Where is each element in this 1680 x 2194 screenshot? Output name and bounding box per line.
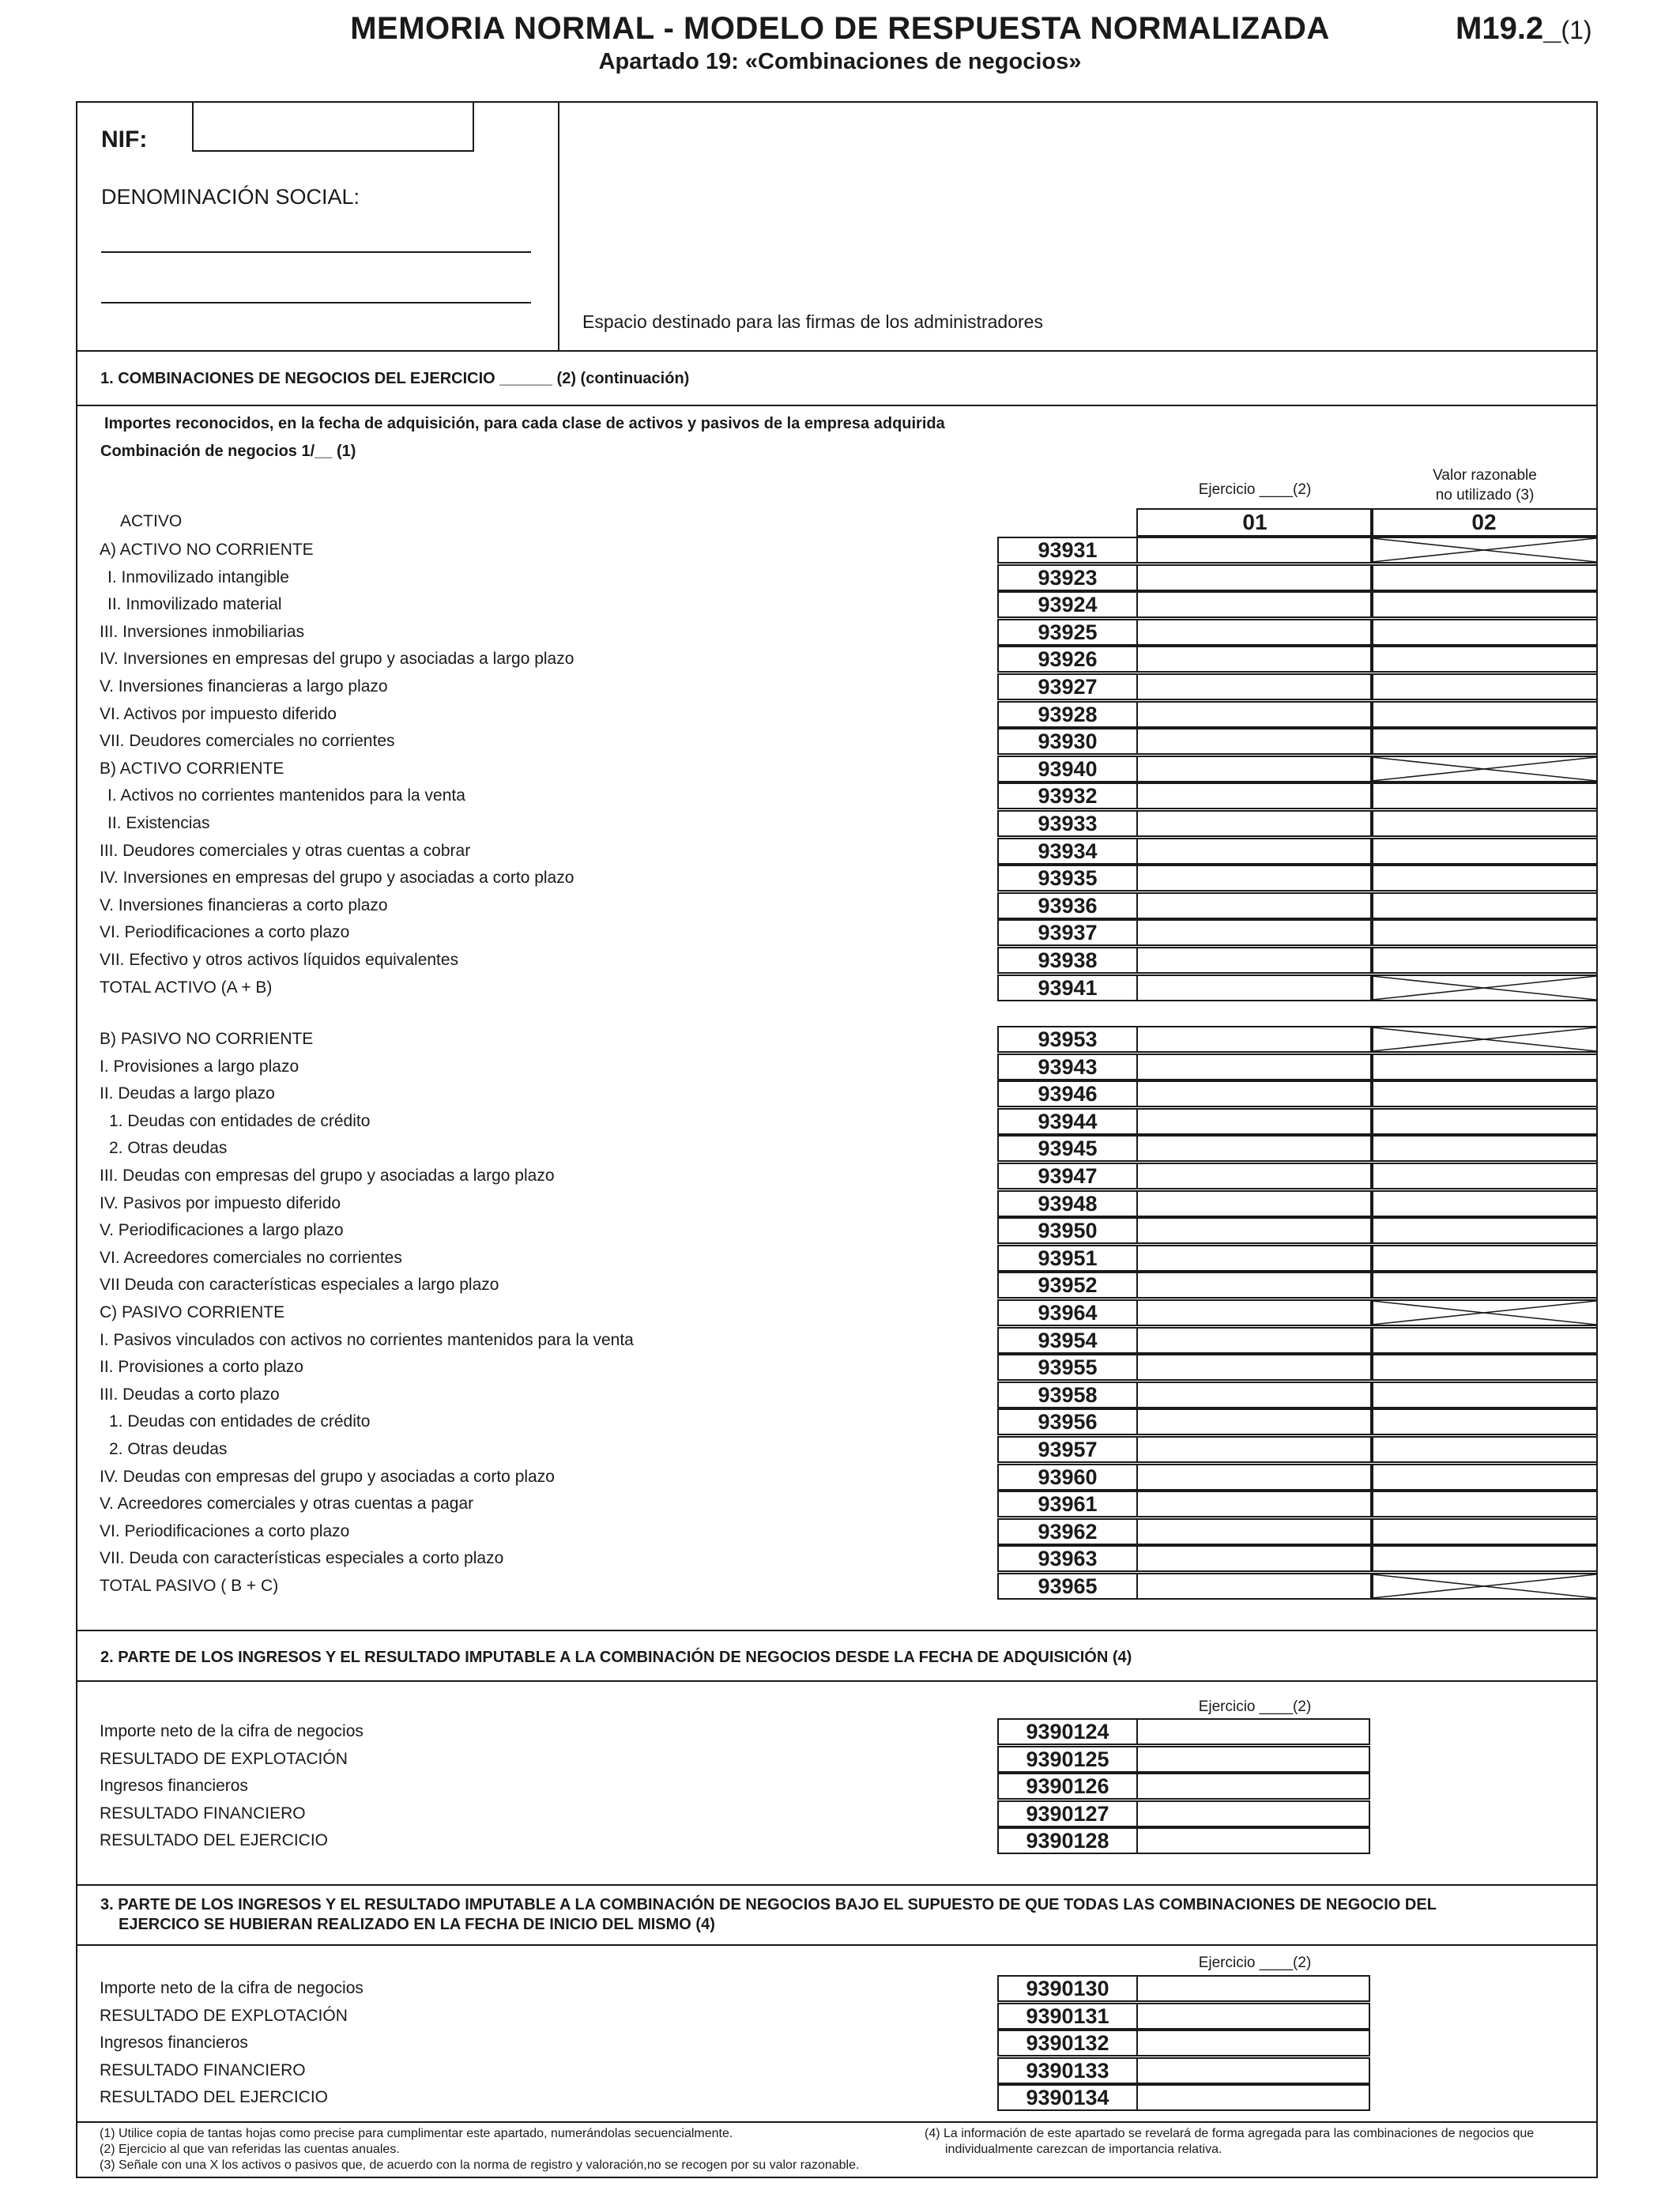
col2-number: 02 [1370, 508, 1598, 537]
pasivo-row-crossed-cell [1370, 1573, 1598, 1600]
activo-row-code: 93924 [997, 591, 1138, 618]
activo-row-label: V. Inversiones financieras a corto plazo [100, 895, 388, 914]
activo-row-valor-razonable-input[interactable] [1370, 947, 1598, 974]
section2-title: 2. PARTE DE LOS INGRESOS Y EL RESULTADO IMPUTABLE A LA COMBINACIÓN DE NEGOCIOS DESDE LA FECHA DE ADQUISICIÓN (4) [100, 1649, 1132, 1666]
pasivo-row-ejercicio-input[interactable] [1136, 1491, 1373, 1517]
pasivo-row-valor-razonable-input[interactable] [1370, 1354, 1598, 1381]
section3-row-ejercicio-input[interactable] [1136, 2057, 1370, 2084]
activo-row-label: VI. Periodificaciones a corto plazo [100, 923, 350, 942]
section2-row-ejercicio-input[interactable] [1136, 1718, 1370, 1745]
section2-row-label: Importe neto de la cifra de negocios [100, 1722, 363, 1740]
pasivo-row-code: 93962 [997, 1518, 1138, 1545]
form-code-note: (1) [1561, 16, 1592, 44]
activo-row-valor-razonable-input[interactable] [1370, 673, 1598, 700]
pasivo-row-label: B) PASIVO NO CORRIENTE [100, 1030, 314, 1048]
section3-title-line2: EJERCICO SE HUBIERAN REALIZADO EN LA FECHA DE INICIO DEL MISMO (4) [119, 1916, 715, 1933]
divider [76, 1884, 1598, 1886]
col2-header-2: no utilizado (3) [1435, 487, 1535, 503]
nif-label: NIF: [101, 126, 148, 153]
activo-row-label: I. Activos no corrientes mantenidos para la venta [107, 786, 465, 805]
section1-title: 1. COMBINACIONES DE NEGOCIOS DEL EJERCICIO ______ (2) (continuación) [100, 370, 690, 387]
pasivo-row-ejercicio-input[interactable] [1136, 1573, 1373, 1600]
section3-row-ejercicio-input[interactable] [1136, 2003, 1370, 2030]
activo-row-label: III. Inversiones inmobiliarias [100, 622, 305, 641]
activo-row-crossed-cell [1370, 756, 1598, 782]
activo-row-label: VII. Deudores comerciales no corrientes [100, 732, 395, 751]
pasivo-row-code: 93944 [997, 1108, 1138, 1135]
pasivo-row-label: II. Provisiones a corto plazo [100, 1358, 303, 1377]
denominacion-line-1[interactable] [101, 251, 531, 253]
pasivo-row-ejercicio-input[interactable] [1136, 1054, 1373, 1080]
activo-row-ejercicio-input[interactable] [1136, 701, 1373, 728]
pasivo-row-ejercicio-input[interactable] [1136, 1408, 1373, 1435]
pasivo-row-ejercicio-input[interactable] [1136, 1163, 1373, 1189]
identity-divider [558, 101, 559, 351]
pasivo-row-label: VI. Periodificaciones a corto plazo [100, 1521, 350, 1540]
activo-row-ejercicio-input[interactable] [1136, 974, 1373, 1001]
divider [76, 1630, 1598, 1631]
divider [76, 405, 1598, 406]
form-title: MEMORIA NORMAL - MODELO DE RESPUESTA NORMALIZADA [350, 11, 1330, 46]
pasivo-row-ejercicio-input[interactable] [1136, 1217, 1373, 1244]
pasivo-row-label: 2. Otras deudas [109, 1440, 228, 1458]
footnote-2: (2) Ejercicio al que van referidas las cuentas anuales. [100, 2143, 400, 2156]
pasivo-row-code: 93954 [997, 1327, 1138, 1354]
activo-row-code: 93941 [997, 974, 1138, 1001]
activo-row-code: 93923 [997, 564, 1138, 591]
pasivo-row-code: 93963 [997, 1545, 1138, 1572]
cross-mark-icon [1372, 757, 1596, 781]
pasivo-row-label: II. Deudas a largo plazo [100, 1084, 275, 1103]
activo-row-valor-razonable-input[interactable] [1370, 838, 1598, 865]
pasivo-row-label: V. Acreedores comerciales y otras cuentas a pagar [100, 1495, 474, 1514]
section2-row-code: 9390125 [997, 1746, 1138, 1773]
activo-row-valor-razonable-input[interactable] [1370, 646, 1598, 673]
pasivo-row-label: C) PASIVO CORRIENTE [100, 1303, 285, 1321]
pasivo-row-ejercicio-input[interactable] [1136, 1026, 1373, 1053]
activo-row-ejercicio-input[interactable] [1136, 865, 1373, 892]
section2-row-ejercicio-input[interactable] [1136, 1773, 1370, 1800]
cross-mark-icon [1372, 538, 1596, 562]
section2-col-header: Ejercicio ____(2) [1198, 1698, 1312, 1715]
pasivo-row-code: 93947 [997, 1163, 1138, 1189]
activo-row-code: 93934 [997, 838, 1138, 865]
section2-row-code: 9390124 [997, 1718, 1138, 1745]
pasivo-row-label: IV. Pasivos por impuesto diferido [100, 1193, 341, 1212]
pasivo-row-valor-razonable-input[interactable] [1370, 1382, 1598, 1408]
pasivo-row-crossed-cell [1370, 1026, 1598, 1053]
form-code [1456, 11, 1592, 47]
pasivo-row-label: VII Deuda con características especiales a largo plazo [100, 1276, 499, 1295]
pasivo-row-valor-razonable-input[interactable] [1370, 1245, 1598, 1272]
form-subtitle: Apartado 19: «Combinaciones de negocios» [598, 49, 1082, 74]
activo-row-ejercicio-input[interactable] [1136, 564, 1373, 591]
pasivo-row-valor-razonable-input[interactable] [1370, 1108, 1598, 1135]
section2-row-label: RESULTADO FINANCIERO [100, 1804, 306, 1823]
activo-row-code: 93938 [997, 947, 1138, 974]
pasivo-row-code: 93956 [997, 1408, 1138, 1435]
activo-row-valor-razonable-input[interactable] [1370, 701, 1598, 728]
section2-row-ejercicio-input[interactable] [1136, 1827, 1370, 1854]
activo-row-code: 93933 [997, 810, 1138, 837]
pasivo-row-code: 93943 [997, 1054, 1138, 1080]
activo-row-ejercicio-input[interactable] [1136, 619, 1373, 646]
pasivo-row-code: 93945 [997, 1135, 1138, 1162]
pasivo-row-valor-razonable-input[interactable] [1370, 1408, 1598, 1435]
pasivo-row-code: 93948 [997, 1190, 1138, 1217]
form-code-value: M19.2_ [1456, 11, 1561, 46]
activo-row-valor-razonable-input[interactable] [1370, 591, 1598, 618]
col1-number: 01 [1136, 508, 1373, 537]
activo-row-code: 93930 [997, 728, 1138, 755]
section3-row-label: RESULTADO DEL EJERCICIO [100, 2088, 328, 2107]
firmas-label: Espacio destinado para las firmas de los administradores [582, 311, 1043, 332]
activo-row-ejercicio-input[interactable] [1136, 756, 1373, 782]
pasivo-row-ejercicio-input[interactable] [1136, 1245, 1373, 1272]
pasivo-row-ejercicio-input[interactable] [1136, 1080, 1373, 1107]
cross-mark-icon [1372, 1027, 1596, 1051]
pasivo-row-ejercicio-input[interactable] [1136, 1327, 1373, 1354]
denominacion-line-2[interactable] [101, 302, 531, 303]
section2-row-label: RESULTADO DE EXPLOTACIÓN [100, 1749, 348, 1768]
section2-row-code: 9390127 [997, 1800, 1138, 1827]
pasivo-row-valor-razonable-input[interactable] [1370, 1272, 1598, 1299]
pasivo-row-valor-razonable-input[interactable] [1370, 1054, 1598, 1080]
pasivo-row-valor-razonable-input[interactable] [1370, 1217, 1598, 1244]
section3-row-code: 9390132 [997, 2030, 1138, 2056]
section3-row-code: 9390134 [997, 2084, 1138, 2111]
pasivo-row-ejercicio-input[interactable] [1136, 1464, 1373, 1491]
section3-row-code: 9390133 [997, 2057, 1138, 2084]
col1-header: Ejercicio ____(2) [1198, 481, 1312, 498]
pasivo-row-ejercicio-input[interactable] [1136, 1545, 1373, 1572]
pasivo-row-label: V. Periodificaciones a largo plazo [100, 1221, 344, 1240]
pasivo-row-ejercicio-input[interactable] [1136, 1382, 1373, 1408]
activo-row-code: 93940 [997, 756, 1138, 782]
section2-row-ejercicio-input[interactable] [1136, 1746, 1370, 1773]
activo-row-ejercicio-input[interactable] [1136, 782, 1373, 809]
pasivo-row-label: 1. Deudas con entidades de crédito [109, 1111, 371, 1130]
activo-row-label: V. Inversiones financieras a largo plazo [100, 677, 388, 696]
activo-row-valor-razonable-input[interactable] [1370, 919, 1598, 946]
pasivo-row-code: 93965 [997, 1573, 1138, 1600]
cross-mark-icon [1372, 976, 1596, 1000]
pasivo-row-ejercicio-input[interactable] [1136, 1436, 1373, 1463]
pasivo-row-ejercicio-input[interactable] [1136, 1299, 1373, 1326]
pasivo-row-label: III. Deudas a corto plazo [100, 1385, 280, 1404]
pasivo-row-valor-razonable-input[interactable] [1370, 1190, 1598, 1217]
pasivo-row-label: IV. Deudas con empresas del grupo y asociadas a corto plazo [100, 1467, 555, 1486]
activo-row-ejercicio-input[interactable] [1136, 838, 1373, 865]
activo-row-ejercicio-input[interactable] [1136, 810, 1373, 837]
pasivo-row-valor-razonable-input[interactable] [1370, 1327, 1598, 1354]
section3-row-label: Ingresos financieros [100, 2034, 248, 2053]
activo-row-label: III. Deudores comerciales y otras cuentas a cobrar [100, 841, 471, 860]
pasivo-row-label: VI. Acreedores comerciales no corrientes [100, 1248, 402, 1267]
pasivo-row-ejercicio-input[interactable] [1136, 1108, 1373, 1135]
activo-row-label: I. Inmovilizado intangible [107, 567, 289, 586]
pasivo-row-valor-razonable-input[interactable] [1370, 1163, 1598, 1189]
activo-row-ejercicio-input[interactable] [1136, 892, 1373, 919]
footnote-4-line2: individualmente carezcan de importancia relativa. [945, 2143, 1222, 2156]
section3-row-code: 9390130 [997, 1975, 1138, 2002]
activo-row-code: 93926 [997, 646, 1138, 673]
pasivo-row-valor-razonable-input[interactable] [1370, 1518, 1598, 1545]
denominacion-label: DENOMINACIÓN SOCIAL: [101, 185, 360, 209]
pasivo-row-code: 93960 [997, 1464, 1138, 1491]
pasivo-row-code: 93950 [997, 1217, 1138, 1244]
col2-header-1: Valor razonable [1433, 467, 1537, 484]
activo-row-label: II. Inmovilizado material [107, 595, 282, 614]
divider [76, 1944, 1598, 1946]
pasivo-row-ejercicio-input[interactable] [1136, 1518, 1373, 1545]
activo-row-ejercicio-input[interactable] [1136, 673, 1373, 700]
pasivo-row-ejercicio-input[interactable] [1136, 1190, 1373, 1217]
pasivo-row-label: I. Pasivos vinculados con activos no corrientes mantenidos para la venta [100, 1330, 634, 1349]
activo-row-code: 93927 [997, 673, 1138, 700]
cross-mark-icon [1372, 1574, 1596, 1598]
section3-title-line1: 3. PARTE DE LOS INGRESOS Y EL RESULTADO IMPUTABLE A LA COMBINACIÓN DE NEGOCIOS BAJO EL SUPUESTO DE QUE TODAS LAS COMBINACIONES DE NEGOCIO DEL [100, 1896, 1437, 1913]
pasivo-row-code: 93961 [997, 1491, 1138, 1517]
activo-row-valor-razonable-input[interactable] [1370, 619, 1598, 646]
section1-intro: Importes reconocidos, en la fecha de adquisición, para cada clase de activos y pasivos de la empresa adquirida [104, 415, 945, 432]
pasivo-row-ejercicio-input[interactable] [1136, 1354, 1373, 1381]
activo-row-crossed-cell [1370, 974, 1598, 1001]
pasivo-row-valor-razonable-input[interactable] [1370, 1080, 1598, 1107]
section2-row-label: RESULTADO DEL EJERCICIO [100, 1831, 328, 1850]
activo-row-ejercicio-input[interactable] [1136, 947, 1373, 974]
section3-row-ejercicio-input[interactable] [1136, 1975, 1370, 2002]
pasivo-row-code: 93964 [997, 1299, 1138, 1326]
footnote-3: (3) Señale con una X los activos o pasivos que, de acuerdo con la norma de registro y valoración,no se recogen por su valor razonable. [100, 2158, 860, 2172]
activo-row-code: 93937 [997, 919, 1138, 946]
footnote-1: (1) Utilice copia de tantas hojas como precise para cumplimentar este apartado, numerándolas secuencialmente. [100, 2127, 733, 2140]
pasivo-row-ejercicio-input[interactable] [1136, 1272, 1373, 1299]
section2-row-ejercicio-input[interactable] [1136, 1800, 1370, 1827]
activo-row-ejercicio-input[interactable] [1136, 591, 1373, 618]
activo-row-valor-razonable-input[interactable] [1370, 728, 1598, 755]
divider [76, 350, 1598, 352]
pasivo-row-valor-razonable-input[interactable] [1370, 1491, 1598, 1517]
activo-row-label: TOTAL ACTIVO (A + B) [100, 978, 273, 997]
pasivo-row-label: 1. Deudas con entidades de crédito [109, 1412, 371, 1431]
section2-row-code: 9390126 [997, 1773, 1138, 1800]
pasivo-row-ejercicio-input[interactable] [1136, 1135, 1373, 1162]
pasivo-row-code: 93952 [997, 1272, 1138, 1299]
activo-row-code: 93925 [997, 619, 1138, 646]
divider [76, 1680, 1598, 1682]
activo-row-label: IV. Inversiones en empresas del grupo y asociadas a corto plazo [100, 869, 574, 888]
pasivo-row-code: 93955 [997, 1354, 1138, 1381]
activo-row-crossed-cell [1370, 537, 1598, 564]
activo-row-ejercicio-input[interactable] [1136, 919, 1373, 946]
pasivo-row-label: 2. Otras deudas [109, 1139, 228, 1158]
activo-row-label: VII. Efectivo y otros activos líquidos equivalentes [100, 951, 459, 969]
section3-row-label: Importe neto de la cifra de negocios [100, 1979, 363, 1997]
section3-col-header: Ejercicio ____(2) [1198, 1955, 1312, 1971]
divider [76, 2121, 1598, 2123]
pasivo-row-valor-razonable-input[interactable] [1370, 1545, 1598, 1572]
activo-row-code: 93932 [997, 782, 1138, 809]
activo-row-valor-razonable-input[interactable] [1370, 892, 1598, 919]
activo-row-label: IV. Inversiones en empresas del grupo y asociadas a largo plazo [100, 650, 574, 669]
pasivo-row-code: 93958 [997, 1382, 1138, 1408]
activo-row-label: VI. Activos por impuesto diferido [100, 704, 337, 723]
activo-row-ejercicio-input[interactable] [1136, 537, 1373, 564]
pasivo-row-label: VII. Deuda con características especiales a corto plazo [100, 1549, 504, 1568]
activo-row-code: 93931 [997, 537, 1138, 564]
pasivo-row-code: 93953 [997, 1026, 1138, 1053]
activo-row-ejercicio-input[interactable] [1136, 646, 1373, 673]
pasivo-row-label: I. Provisiones a largo plazo [100, 1057, 299, 1076]
activo-row-code: 93935 [997, 865, 1138, 892]
pasivo-row-code: 93951 [997, 1245, 1138, 1272]
pasivo-row-valor-razonable-input[interactable] [1370, 1135, 1598, 1162]
activo-row-valor-razonable-input[interactable] [1370, 865, 1598, 892]
pasivo-row-valor-razonable-input[interactable] [1370, 1436, 1598, 1463]
section3-row-code: 9390131 [997, 2003, 1138, 2030]
activo-row-valor-razonable-input[interactable] [1370, 810, 1598, 837]
activo-row-valor-razonable-input[interactable] [1370, 782, 1598, 809]
activo-row-valor-razonable-input[interactable] [1370, 564, 1598, 591]
pasivo-row-crossed-cell [1370, 1299, 1598, 1326]
section2-row-code: 9390128 [997, 1827, 1138, 1854]
section2-row-label: Ingresos financieros [100, 1777, 248, 1796]
activo-row-label: B) ACTIVO CORRIENTE [100, 759, 284, 778]
activo-row-code: 93928 [997, 701, 1138, 728]
activo-row-label: II. Existencias [107, 814, 210, 832]
section3-row-ejercicio-input[interactable] [1136, 2084, 1370, 2111]
nif-field[interactable] [192, 101, 474, 152]
pasivo-row-label: III. Deudas con empresas del grupo y asociadas a largo plazo [100, 1167, 555, 1185]
combinacion-label: Combinación de negocios 1/__ (1) [100, 443, 356, 460]
activo-row-ejercicio-input[interactable] [1136, 728, 1373, 755]
cross-mark-icon [1372, 1301, 1596, 1325]
pasivo-row-code: 93957 [997, 1436, 1138, 1463]
activo-header: ACTIVO [120, 512, 183, 530]
pasivo-row-label: TOTAL PASIVO ( B + C) [100, 1577, 279, 1595]
pasivo-row-code: 93946 [997, 1080, 1138, 1107]
pasivo-row-valor-razonable-input[interactable] [1370, 1464, 1598, 1491]
section3-row-label: RESULTADO FINANCIERO [100, 2060, 306, 2079]
activo-row-code: 93936 [997, 892, 1138, 919]
section3-row-ejercicio-input[interactable] [1136, 2030, 1370, 2056]
footnote-4-line1: (4) La información de este apartado se revelará de forma agregada para las combinaciones de negocios que [925, 2127, 1535, 2140]
section3-row-label: RESULTADO DE EXPLOTACIÓN [100, 2006, 348, 2025]
activo-row-label: A) ACTIVO NO CORRIENTE [100, 541, 314, 559]
